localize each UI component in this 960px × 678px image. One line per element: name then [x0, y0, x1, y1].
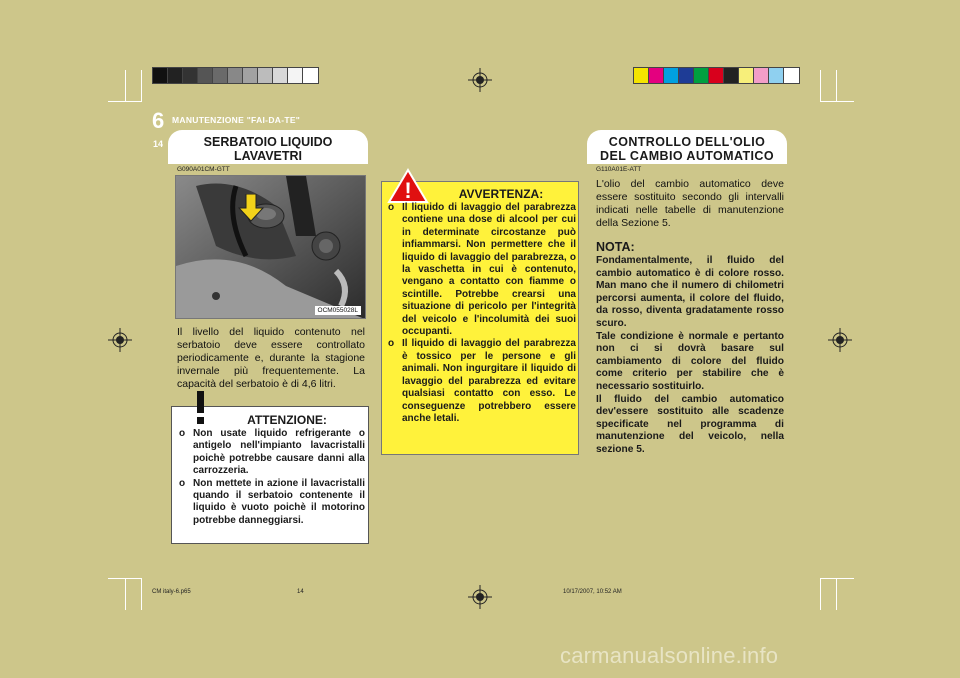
attention-title: ATTENZIONE:: [247, 413, 327, 427]
exclamation-icon: [190, 391, 212, 425]
note-title: NOTA:: [596, 240, 635, 254]
right-title-line1: CONTROLLO DELL'OLIO: [608, 135, 766, 149]
note-paragraph: Fondamentalmente, il fluido del cambio automatico è di colore rosso. Man mano che il numero di chilometri percorsi aumenta, il colore del fluido, da rosso, diventa gradatamente rosso scuro.: [596, 255, 784, 329]
bullet: o: [388, 338, 395, 350]
warning-item-text: Il liquido di lavaggio del parabrezza è tossico per le persone e gli animali. Non ingurgitare il liquido di lavaggio del parabrezza ed evitare qualsiasi contatto con esso. Le conseguenze potrebbero essere anche letali.: [402, 338, 576, 424]
crop-mark: [836, 578, 837, 610]
warning-list: [388, 202, 576, 425]
crop-mark: [836, 70, 837, 102]
left-paragraph: Il livello del liquido contenuto nel serbatoio deve essere controllato periodicamente e, durante la stagione invernale più frequentemente. La capacità del serbatoio è di 4,6 litri.: [177, 326, 365, 390]
warning-box: [381, 178, 579, 455]
list-item: [388, 202, 576, 338]
photo-caption: OCM055028L: [315, 306, 361, 315]
registration-mark-icon: [828, 328, 852, 352]
list-item: [179, 478, 365, 528]
footer-page: 14: [297, 589, 304, 595]
engine-bay-illustration: [176, 176, 366, 319]
note-paragraph: Il fluido del cambio automatico dev'essere sostituito alle scadenze specificate nel programma di manutenzione del veicolo, nella sezione 5.: [596, 393, 784, 455]
crop-mark: [141, 70, 142, 102]
page-number: 14: [153, 139, 164, 149]
section-title: MANUTENZIONE "FAI-DA-TE": [172, 115, 301, 125]
list-item: [179, 428, 365, 478]
left-title-line1: SERBATOIO LIQUIDO: [203, 135, 333, 149]
registration-mark-icon: [108, 328, 132, 352]
arrow-down-icon: [238, 194, 264, 222]
attention-item-text: Non mettete in azione il lavacristalli quando il serbatoio contenente il liquido è vuoto poichè il motorino potrebbe danneggiarsi.: [193, 477, 365, 526]
left-section-code: G090A01CM-GTT: [177, 166, 230, 173]
bullet: o: [179, 477, 186, 489]
warning-triangle-icon: [387, 168, 429, 204]
crop-mark: [820, 578, 821, 610]
color-bar: [633, 67, 800, 84]
attention-item-text: Non usate liquido refrigerante o antigelo nell'impianto lavacristalli poichè potrebbe causare danni alla carrozzeria.: [193, 428, 365, 477]
crop-mark: [125, 70, 126, 102]
footer-timestamp: 10/17/2007, 10:52 AM: [563, 589, 622, 595]
washer-reservoir-photo: [175, 175, 366, 319]
attention-box: [171, 406, 369, 544]
bullet: o: [388, 202, 395, 213]
right-paragraph: L'olio del cambio automatico deve essere sostituito secondo gli intervalli indicati nelle tabelle di manutenzione della Sezione 5.: [596, 178, 784, 229]
attention-list: [179, 428, 365, 527]
left-title-line2: LAVAVETRI: [233, 149, 303, 163]
registration-mark-icon: [468, 585, 492, 609]
list-item: [388, 338, 576, 425]
crop-mark: [820, 101, 854, 102]
bullet: o: [179, 428, 186, 439]
crop-mark: [125, 578, 126, 610]
crop-mark: [108, 101, 142, 102]
note-body: [596, 255, 784, 457]
right-section-code: G110A01E-ATT: [596, 166, 642, 173]
right-section-title: [587, 130, 787, 164]
grayscale-bar: [152, 67, 319, 84]
warning-title: AVVERTENZA:: [458, 187, 544, 201]
watermark: carmanualsonline.info: [560, 643, 779, 668]
note-paragraph: Tale condizione è normale e pertanto non ci si dovrà basare sul cambiamento di colore del fluido come criterio per stabilire che è necessario sostituirlo.: [596, 330, 784, 392]
warning-triangle-glyph: !: [404, 178, 412, 203]
section-number: 6: [152, 108, 165, 133]
crop-mark: [141, 578, 142, 610]
warning-item-text: Il liquido di lavaggio del parabrezza contiene una dose di alcool per cui in determinate circostanze può infiammarsi. Non permettere che il liquido di lavaggio del parabrezza, o la vaschetta in cui è contenuto, vengano a contatto con fiamme o scintille. Potrebbe crearsi una situazione di pericolo per l'integrità del veicolo e l'incolumità dei suoi occupanti.: [402, 202, 576, 338]
left-section-title: [168, 130, 368, 164]
crop-mark: [820, 578, 854, 579]
right-title-line2: DEL CAMBIO AUTOMATICO: [600, 149, 774, 163]
registration-mark-icon: [468, 68, 492, 92]
crop-mark: [820, 70, 821, 102]
footer-file: CM italy-6.p65: [152, 589, 191, 595]
